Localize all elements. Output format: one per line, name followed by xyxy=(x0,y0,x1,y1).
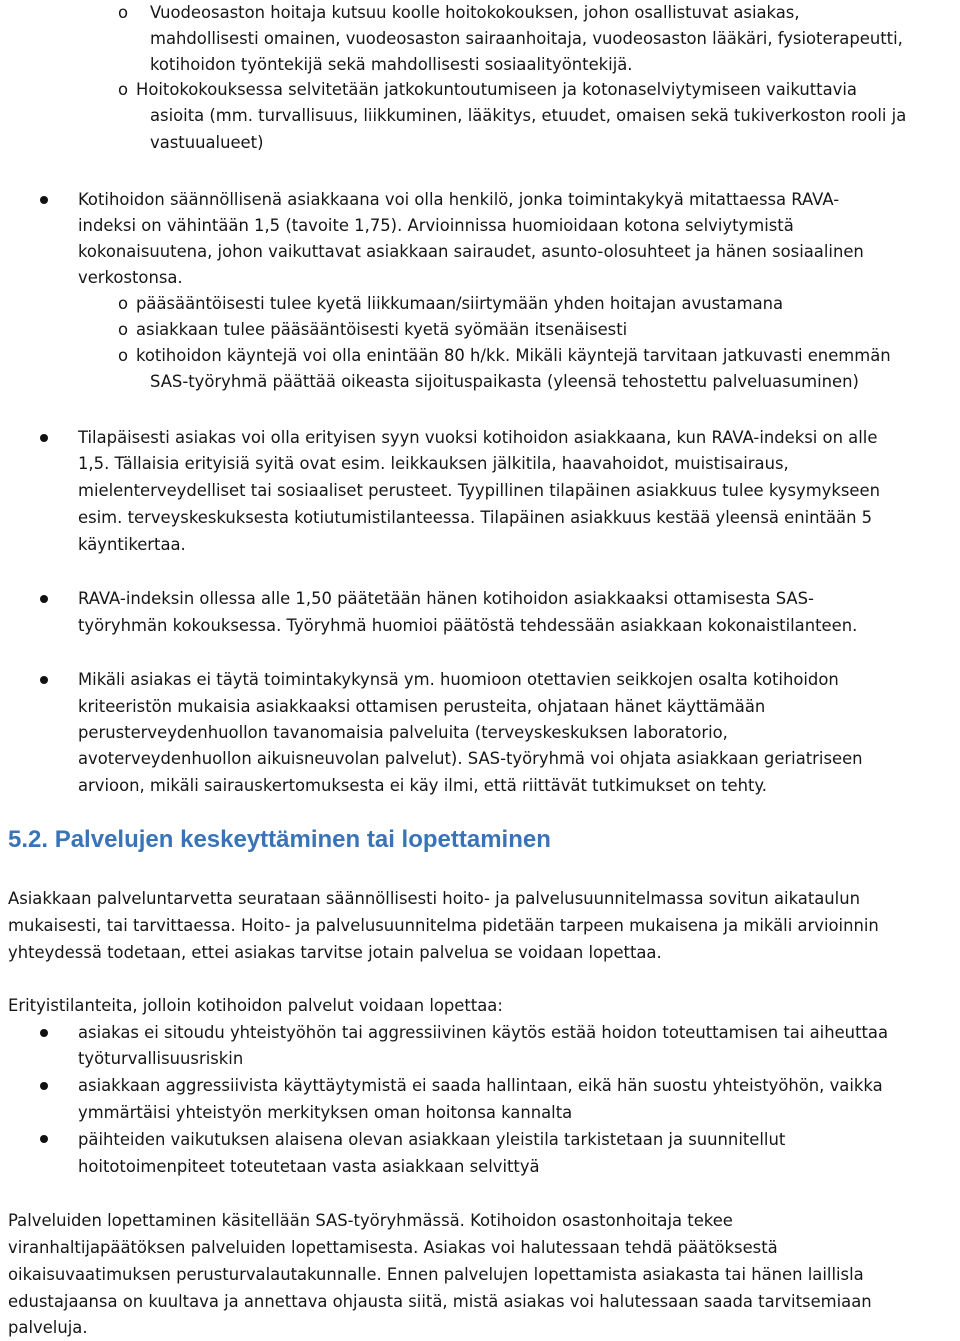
text-line: viranhaltijapäätöksen palveluiden lopettamisesta. Asiakas voi halutessaan tehdä päätöksestä xyxy=(8,1238,778,1257)
text-line: mahdollisesti omainen, vuodeosaston sairaanhoitaja, vuodeosaston lääkäri, fysioterapeutti, xyxy=(150,29,903,48)
sub-bullet-marker: o xyxy=(118,294,129,313)
bullet-dot-icon xyxy=(40,434,48,442)
text-line: työturvallisuusriskin xyxy=(78,1049,244,1068)
text-line: kokonaisuutena, johon vaikuttavat asiakkaan sairaudet, asunto-olosuhteet ja hänen sosiaalinen xyxy=(78,242,864,261)
text-line: ymmärtäisi yhteistyön merkityksen oman hoitonsa kannalta xyxy=(78,1103,573,1122)
text-line: 1,5. Tällaisia erityisiä syitä ovat esim. leikkauksen jälkitila, haavahoidot, muistisairaus, xyxy=(78,454,789,473)
text-line: Vuodeosaston hoitaja kutsuu koolle hoitokokouksen, johon osallistuvat asiakas, xyxy=(150,3,800,22)
text-line: kotihoidon työntekijä sekä mahdollisesti sosiaalityöntekijä. xyxy=(150,55,633,74)
text-line: mielenterveydelliset tai sosiaaliset perusteet. Tyypillinen tilapäinen asiakkuus tulee kysymykseen xyxy=(78,481,880,500)
text-line: mukaisesti, tai tarvittaessa. Hoito- ja palvelusuunnitelma pidetään tarpeen mukaisena ja mikäli arvioinnin xyxy=(8,916,879,935)
text-line: Kotihoidon säännöllisenä asiakkaana voi olla henkilö, jonka toimintakykyä mitattaessa RAVA- xyxy=(78,190,840,209)
text-line: asiakkaan aggressiivista käyttäytymistä ei saada hallintaan, eikä hän suostu yhteistyöhön, vaikka xyxy=(78,1076,883,1095)
section-number: 5.2. xyxy=(8,826,49,853)
text-line: Mikäli asiakas ei täytä toimintakykynsä ym. huomioon otettavien seikkojen osalta kotihoidon xyxy=(78,670,839,689)
text-line: pääsääntöisesti tulee kyetä liikkumaan/siirtymään yhden hoitajan avustamana xyxy=(136,294,784,313)
text-line: oikaisuvaatimuksen perusturvalautakunnalle. Ennen palvelujen lopettamista asiakasta tai hänen laillisla xyxy=(8,1265,864,1284)
text-line: vastuualueet) xyxy=(150,133,264,152)
text-line: palveluja. xyxy=(8,1318,88,1337)
text-line: Tilapäisesti asiakas voi olla erityisen syyn vuoksi kotihoidon asiakkaana, kun RAVA-indeksi on alle xyxy=(78,428,878,447)
text-line: esim. terveyskeskuksesta kotiutumistilanteessa. Tilapäinen asiakkuus kestää yleensä enintään 5 xyxy=(78,508,873,527)
bullet-dot-icon xyxy=(40,1135,48,1143)
sub-bullet-marker: o xyxy=(118,3,129,22)
text-line: indeksi on vähintään 1,5 (tavoite 1,75). Arvioinnissa huomioidaan kotona selviytymistä xyxy=(78,216,794,235)
text-line: yhteydessä todetaan, ettei asiakas tarvitse jotain palvelua se voidaan lopettaa. xyxy=(8,943,662,962)
section-heading xyxy=(8,825,551,855)
text-line: avoterveydenhuollon aikuisneuvolan palvelut). SAS-työryhmä voi ohjata asiakkaan geriatriseen xyxy=(78,749,863,768)
text-line: asioita (mm. turvallisuus, liikkuminen, lääkitys, etuudet, omaisen sekä tukiverkoston rooli ja xyxy=(150,106,907,125)
text-line: edustajaansa on kuultava ja annettava ohjausta siitä, mistä asiakas voi halutessaan saada tarvitsemiaan xyxy=(8,1292,872,1311)
text-line: SAS-työryhmä päättää oikeasta sijoituspaikasta (yleensä tehostettu palveluasuminen) xyxy=(150,372,859,391)
text-line: kriteeristön mukaisia asiakkaaksi ottamisen perusteita, ohjataan hänet käyttämään xyxy=(78,697,766,716)
text-line: työryhmän kokouksessa. Työryhmä huomioi päätöstä tehdessään asiakkaan kokonaistilanteen. xyxy=(78,616,858,635)
text-line: asiakas ei sitoudu yhteistyöhön tai aggressiivinen käytös estää hoidon toteuttamisen tai aiheuttaa xyxy=(78,1023,889,1042)
text-line: Asiakkaan palveluntarvetta seurataan säännöllisesti hoito- ja palvelusuunnitelmassa sovitun aikataulun xyxy=(8,889,861,908)
text-line: käyntikertaa. xyxy=(78,535,186,554)
text-line: kotihoidon käyntejä voi olla enintään 80 h/kk. Mikäli käyntejä tarvitaan jatkuvasti enemmän xyxy=(136,346,891,365)
text-line: perusterveydenhuollon tavanomaisia palveluita (terveyskeskuksen laboratorio, xyxy=(78,723,728,742)
bullet-dot-icon xyxy=(40,1029,48,1037)
text-line: Palveluiden lopettaminen käsitellään SAS-työryhmässä. Kotihoidon osastonhoitaja tekee xyxy=(8,1211,733,1230)
intro-text: Erityistilanteita, jolloin kotihoidon palvelut voidaan lopettaa: xyxy=(8,996,503,1015)
sub-bullet-marker: o xyxy=(118,346,129,365)
bullet-dot-icon xyxy=(40,595,48,603)
text-line: päihteiden vaikutuksen alaisena olevan asiakkaan yleistila tarkistetaan ja suunnitellut xyxy=(78,1130,786,1149)
text-line: RAVA-indeksin ollessa alle 1,50 päätetään hänen kotihoidon asiakkaaksi ottamisesta SAS- xyxy=(78,589,814,608)
bullet-dot-icon xyxy=(40,676,48,684)
bullet-dot-icon xyxy=(40,1082,48,1090)
sub-bullet-marker: o xyxy=(118,320,129,339)
text-line: verkostonsa. xyxy=(78,268,183,287)
text-line: arvioon, mikäli sairauskertomuksesta ei käy ilmi, että riittävät tutkimukset on tehty. xyxy=(78,776,767,795)
text-line: hoitotoimenpiteet toteutetaan vasta asiakkaan selvittyä xyxy=(78,1157,540,1176)
sub-bullet-marker: o xyxy=(118,80,129,99)
text-line: Hoitokokouksessa selvitetään jatkokuntoutumiseen ja kotonaselviytymiseen vaikuttavia xyxy=(136,80,857,99)
bullet-dot-icon xyxy=(40,196,48,204)
section-title: Palvelujen keskeyttäminen tai lopettaminen xyxy=(54,826,551,853)
text-line: asiakkaan tulee pääsääntöisesti kyetä syömään itsenäisesti xyxy=(136,320,628,339)
